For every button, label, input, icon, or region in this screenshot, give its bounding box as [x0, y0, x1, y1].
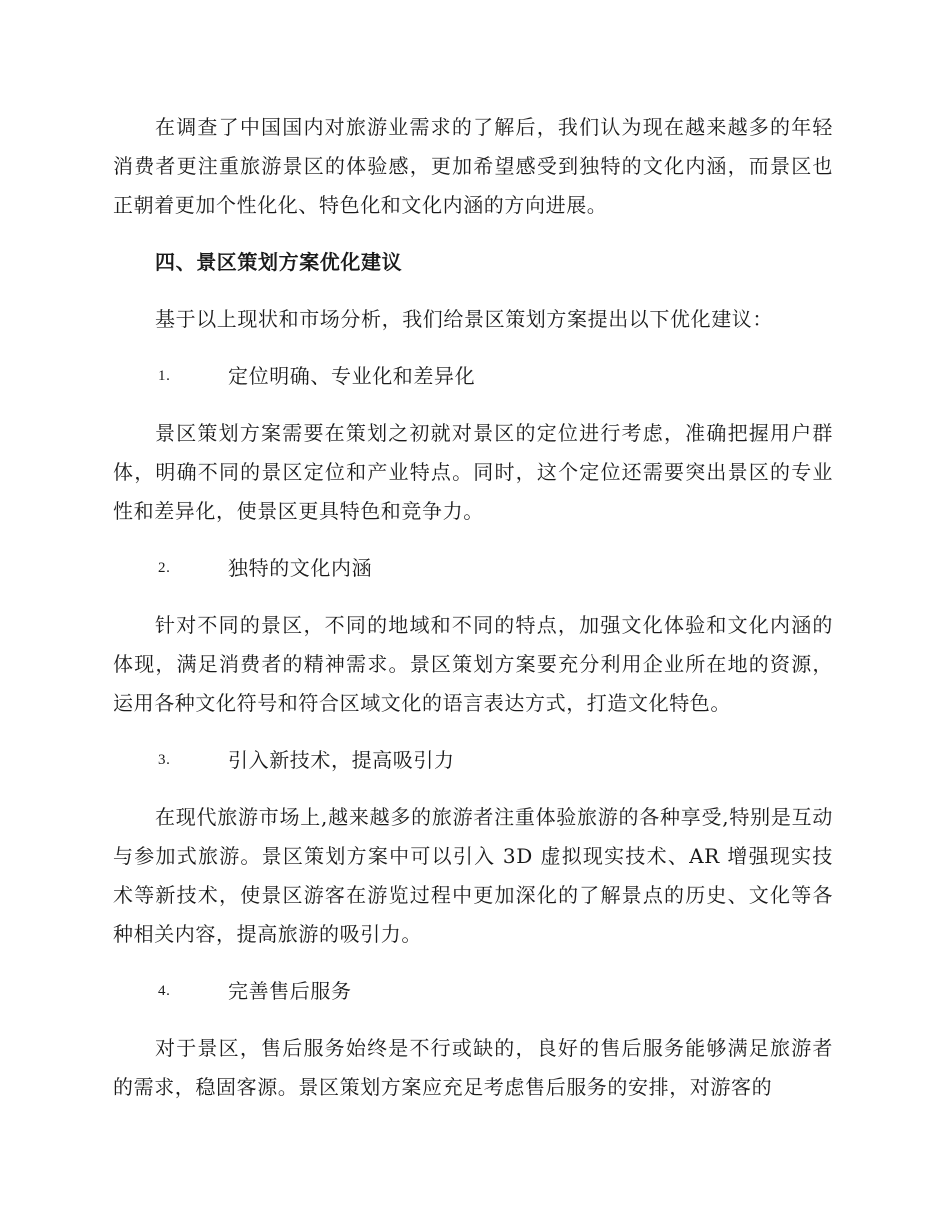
list-item-1-heading [113, 357, 833, 396]
list-title: 引入新技术，提高吸引力 [228, 748, 455, 772]
list-number: 1. [158, 368, 171, 384]
list-item-2-heading [113, 549, 833, 588]
list-title: 完善售后服务 [228, 979, 352, 1003]
list-number: 4. [158, 983, 171, 999]
list-number: 3. [158, 752, 171, 768]
list-item-3-heading [113, 741, 833, 780]
list-item-3-body: 在现代旅游市场上,越来越多的旅游者注重体验旅游的各种享受,特别是互动与参加式旅游。景区策划方案中可以引入 3D 虚拟现实技术、AR 增强现实技术等新技术，使景区游客在游览过程中更加深化的了解景点的历史、文化等各种相关内容，提高旅游的吸引力。 [113, 805, 833, 946]
lead-paragraph: 基于以上现状和市场分析，我们给景区策划方案提出以下优化建议： [155, 307, 773, 331]
list-item-4-body: 对于景区，售后服务始终是不行或缺的，良好的售后服务能够满足旅游者的需求，稳固客源。景区策划方案应充足考虑售后服务的安排，对游客的 [113, 1036, 833, 1099]
list-item-1-body: 景区策划方案需要在策划之初就对景区的定位进行考虑，准确把握用户群体，明确不同的景区定位和产业特点。同时，这个定位还需要突出景区的专业性和差异化，使景区更具特色和竞争力。 [113, 421, 833, 523]
list-number: 2. [158, 560, 171, 576]
intro-paragraph: 在调查了中国国内对旅游业需求的了解后，我们认为现在越来越多的年轻消费者更注重旅游景区的体验感，更加希望感受到独特的文化内涵，而景区也正朝着更加个性化化、特色化和文化内涵的方向进展。 [113, 115, 833, 217]
list-item-4-heading [113, 972, 833, 1011]
document-body [113, 108, 833, 1125]
list-item-2-body: 针对不同的景区，不同的地域和不同的特点，加强文化体验和文化内涵的体现，满足消费者的精神需求。景区策划方案要充分利用企业所在地的资源，运用各种文化符号和符合区域文化的语言表达方式，打造文化特色。 [113, 613, 833, 715]
list-title: 定位明确、专业化和差异化 [228, 364, 476, 388]
list-title: 独特的文化内涵 [228, 556, 373, 580]
section-heading: 四、景区策划方案优化建议 [155, 250, 403, 274]
